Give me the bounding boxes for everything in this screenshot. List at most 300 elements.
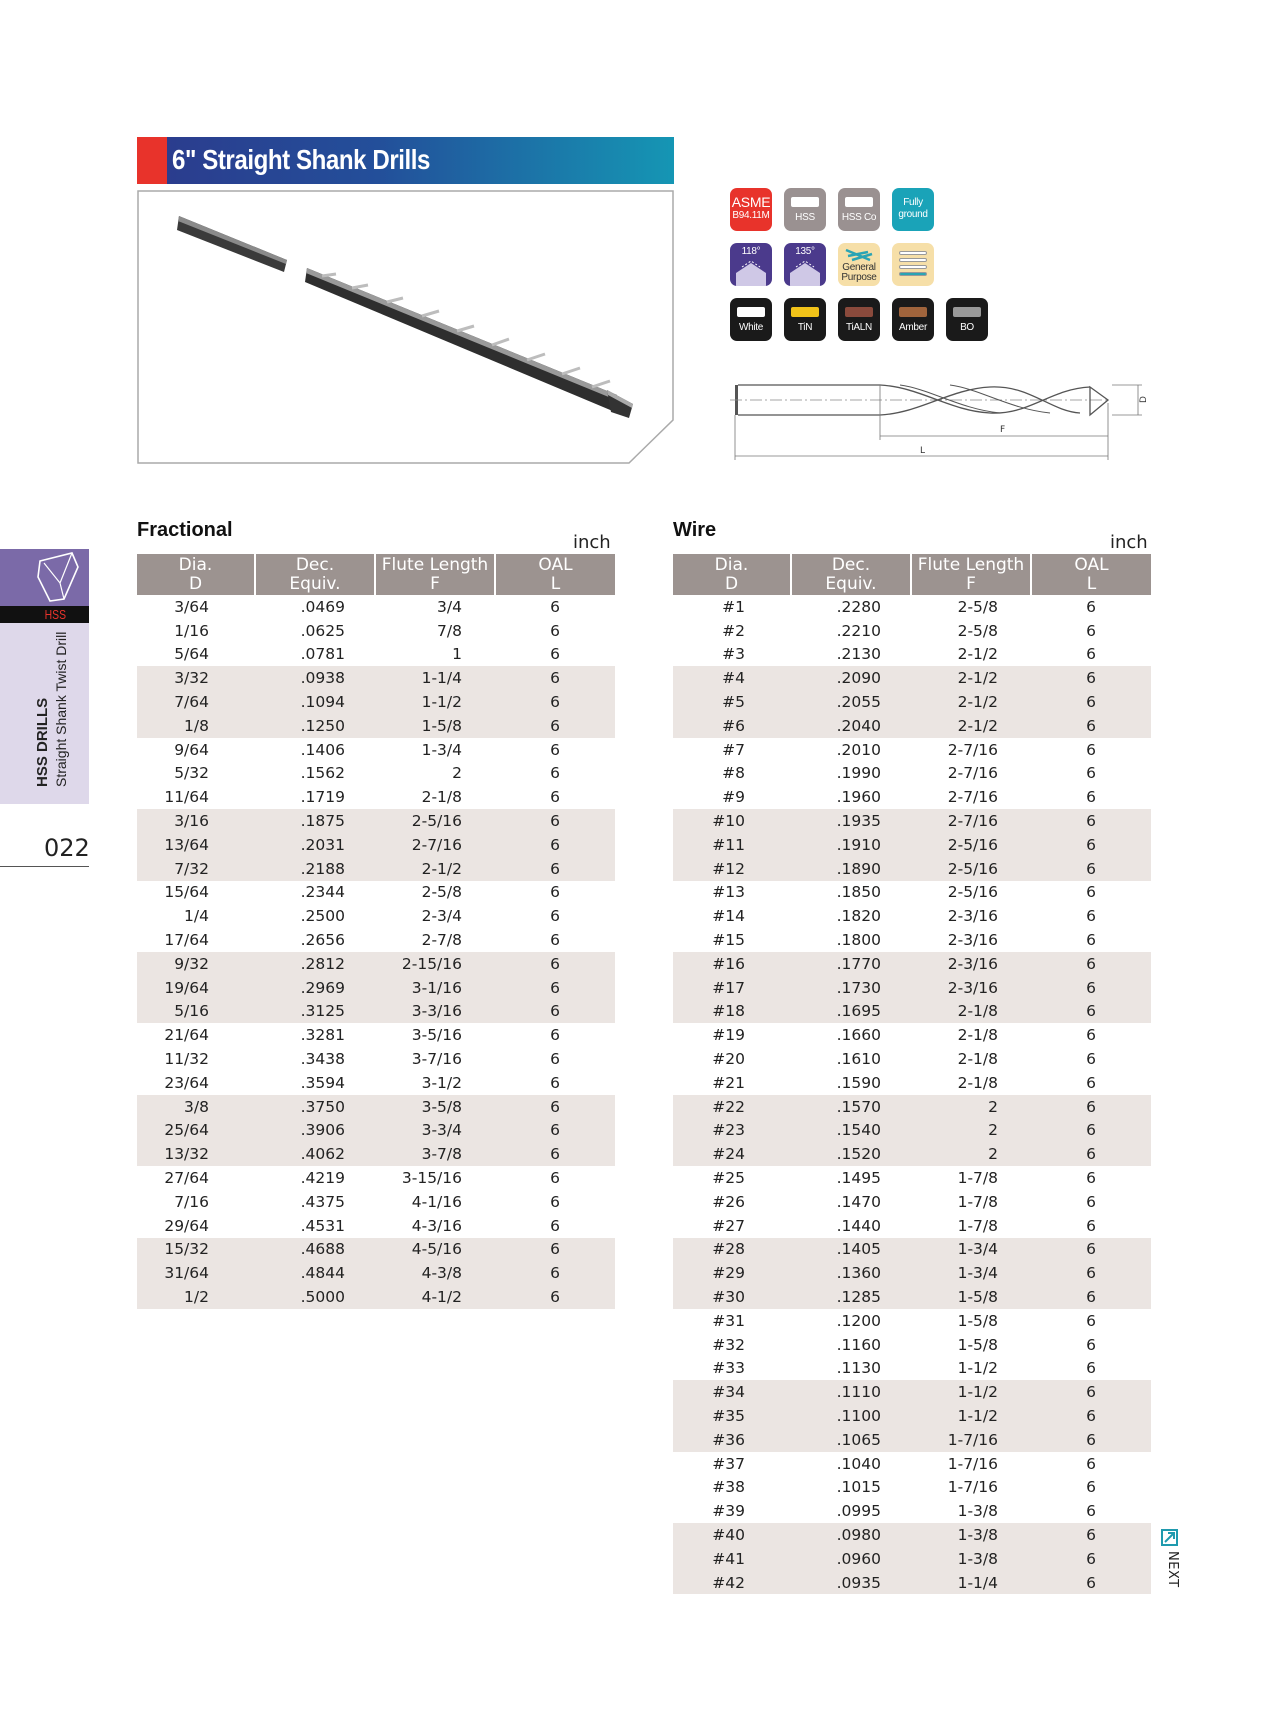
wire-row bbox=[673, 1047, 1151, 1071]
header-dec: Dec. Equiv. bbox=[255, 554, 375, 595]
badge-general-purpose-bottom-label: Purpose bbox=[841, 272, 877, 283]
badge-hss-co-bottom-label: HSS Co bbox=[841, 212, 877, 223]
oal-cell: 6 bbox=[1086, 1502, 1096, 1521]
dec-cell: .1960 bbox=[836, 788, 881, 807]
oal-cell: 6 bbox=[1086, 1026, 1096, 1045]
oal-cell: 6 bbox=[1031, 952, 1151, 976]
dia-cell: 5/64 bbox=[174, 645, 209, 664]
badge-angle-118 bbox=[730, 243, 772, 286]
oal-cell: 6 bbox=[1031, 1095, 1151, 1119]
flute-cell: 3-15/16 bbox=[401, 1169, 462, 1188]
header-dia: Dia. D bbox=[673, 554, 791, 595]
fractional-row bbox=[137, 666, 615, 690]
badge-asme-top-label: ASME bbox=[731, 194, 771, 210]
dia-cell: 29/64 bbox=[164, 1216, 209, 1235]
fractional-row bbox=[137, 833, 615, 857]
dec-cell: .1495 bbox=[836, 1169, 881, 1188]
dia-cell: #38 bbox=[712, 1478, 745, 1497]
dia-cell: #20 bbox=[712, 1050, 745, 1069]
wire-row bbox=[673, 1214, 1151, 1238]
flute-cell: 2-5/8 bbox=[421, 883, 462, 902]
dec-cell: .2280 bbox=[836, 597, 881, 616]
next-label: NEXT bbox=[1165, 1551, 1180, 1588]
badge-tin bbox=[784, 298, 826, 341]
dia-cell: #17 bbox=[673, 976, 791, 1000]
wire-row bbox=[673, 1452, 1151, 1476]
dec-cell: .1440 bbox=[836, 1216, 881, 1235]
fractional-row bbox=[137, 1119, 615, 1143]
dia-cell: 1/2 bbox=[137, 1285, 255, 1309]
oal-cell: 6 bbox=[1086, 1335, 1096, 1354]
oal-cell: 6 bbox=[1086, 597, 1096, 616]
badge-amber bbox=[892, 298, 934, 341]
fractional-row bbox=[137, 690, 615, 714]
flute-cell: 2-3/16 bbox=[947, 907, 998, 926]
flute-cell: 1-5/8 bbox=[911, 1285, 1031, 1309]
dec-cell: .1875 bbox=[255, 809, 375, 833]
oal-cell: 6 bbox=[495, 1119, 615, 1143]
fractional-row bbox=[137, 1166, 615, 1190]
badge-materials bbox=[892, 243, 934, 286]
flute-cell: 4-3/16 bbox=[411, 1216, 462, 1235]
flute-cell: 2 bbox=[911, 1119, 1031, 1143]
dec-cell: .3438 bbox=[300, 1050, 345, 1069]
dec-cell: .1590 bbox=[836, 1073, 881, 1092]
oal-cell: 6 bbox=[550, 621, 560, 640]
flute-cell: 4-3/8 bbox=[375, 1261, 495, 1285]
fractional-row bbox=[137, 1285, 615, 1309]
dec-cell: .1695 bbox=[791, 1000, 911, 1024]
oal-cell: 6 bbox=[1086, 1216, 1096, 1235]
dia-cell: #41 bbox=[673, 1547, 791, 1571]
dia-cell: 7/32 bbox=[137, 857, 255, 881]
oal-cell: 6 bbox=[1086, 645, 1096, 664]
dec-cell: .2055 bbox=[791, 690, 911, 714]
next-link[interactable] bbox=[1161, 1529, 1179, 1591]
flute-cell: 1-7/8 bbox=[957, 1169, 998, 1188]
dimension-label-f: F bbox=[1000, 425, 1006, 435]
flute-cell: 4-5/16 bbox=[375, 1238, 495, 1262]
flute-cell: 1-1/2 bbox=[957, 1359, 998, 1378]
flute-cell: 2-3/16 bbox=[911, 976, 1031, 1000]
oal-cell: 6 bbox=[1031, 809, 1151, 833]
dec-cell: .4531 bbox=[300, 1216, 345, 1235]
oal-cell: 6 bbox=[1086, 883, 1096, 902]
oal-cell: 6 bbox=[550, 883, 560, 902]
dec-cell: .4062 bbox=[255, 1142, 375, 1166]
oal-cell: 6 bbox=[495, 952, 615, 976]
wire-row bbox=[673, 1499, 1151, 1523]
oal-cell: 6 bbox=[1086, 621, 1096, 640]
flute-cell: 1-3/8 bbox=[957, 1502, 998, 1521]
badge-fully-ground-top-label: Fully bbox=[903, 197, 923, 208]
flute-cell: 1-5/8 bbox=[957, 1335, 998, 1354]
oal-cell: 6 bbox=[550, 1192, 560, 1211]
oal-cell: 6 bbox=[495, 1142, 615, 1166]
flute-cell: 2-3/16 bbox=[947, 931, 998, 950]
wire-row bbox=[673, 1119, 1151, 1143]
flute-cell: 3-7/8 bbox=[375, 1142, 495, 1166]
wire-row bbox=[673, 1000, 1151, 1024]
flute-cell: 3-1/2 bbox=[421, 1073, 462, 1092]
flute-cell: 3-5/16 bbox=[411, 1026, 462, 1045]
flute-cell: 2-5/8 bbox=[957, 621, 998, 640]
fractional-row bbox=[137, 1023, 615, 1047]
dec-cell: .3906 bbox=[255, 1119, 375, 1143]
dec-cell: .1719 bbox=[300, 788, 345, 807]
dia-cell: #35 bbox=[673, 1404, 791, 1428]
wire-row bbox=[673, 1380, 1151, 1404]
oal-cell: 6 bbox=[1031, 666, 1151, 690]
oal-cell: 6 bbox=[550, 764, 560, 783]
dia-cell: 15/64 bbox=[164, 883, 209, 902]
dia-cell: #5 bbox=[673, 690, 791, 714]
dia-cell: #4 bbox=[673, 666, 791, 690]
dia-cell: 9/32 bbox=[137, 952, 255, 976]
dec-cell: .0935 bbox=[791, 1571, 911, 1595]
dec-cell: .0995 bbox=[836, 1502, 881, 1521]
flute-cell: 1-1/4 bbox=[911, 1571, 1031, 1595]
dec-cell: .1100 bbox=[791, 1404, 911, 1428]
dec-cell: .4219 bbox=[300, 1169, 345, 1188]
dia-cell: 11/64 bbox=[164, 788, 209, 807]
dia-cell: #29 bbox=[673, 1261, 791, 1285]
header-dec: Dec. Equiv. bbox=[791, 554, 911, 595]
dec-cell: .1890 bbox=[791, 857, 911, 881]
header-flute: Flute Length F bbox=[911, 554, 1031, 595]
oal-cell: 6 bbox=[1086, 1073, 1096, 1092]
oal-cell: 6 bbox=[550, 597, 560, 616]
dia-cell: #37 bbox=[712, 1454, 745, 1473]
oal-cell: 6 bbox=[550, 1073, 560, 1092]
dec-cell: .1660 bbox=[836, 1026, 881, 1045]
flute-cell: 2-5/16 bbox=[375, 809, 495, 833]
flute-cell: 1-5/8 bbox=[957, 1311, 998, 1330]
oal-cell: 6 bbox=[1086, 764, 1096, 783]
wire-header-row bbox=[673, 554, 1151, 595]
badge-strip bbox=[845, 307, 873, 317]
wire-row bbox=[673, 762, 1151, 786]
wire-row bbox=[673, 1571, 1151, 1595]
flute-cell: 2-5/8 bbox=[957, 597, 998, 616]
dia-cell: #2 bbox=[722, 621, 745, 640]
oal-cell: 6 bbox=[495, 666, 615, 690]
header-oal: OAL L bbox=[495, 554, 615, 595]
badge-angle-118-top-label: 118° bbox=[741, 246, 761, 257]
badge-strip bbox=[899, 272, 927, 276]
oal-cell: 6 bbox=[1086, 1050, 1096, 1069]
side-tab-subtitle: Straight Shank Twist Drill bbox=[53, 631, 69, 787]
dia-cell: #3 bbox=[722, 645, 745, 664]
dec-cell: .1935 bbox=[791, 809, 911, 833]
fractional-row bbox=[137, 1214, 615, 1238]
fractional-row bbox=[137, 1190, 615, 1214]
flute-cell: 3-5/8 bbox=[375, 1095, 495, 1119]
header-flute: Flute Length F bbox=[375, 554, 495, 595]
oal-cell: 6 bbox=[550, 1216, 560, 1235]
fractional-header-row bbox=[137, 554, 615, 595]
dia-cell: 11/32 bbox=[164, 1050, 209, 1069]
fractional-row bbox=[137, 1095, 615, 1119]
wire-row bbox=[673, 1166, 1151, 1190]
flute-cell: 2-5/16 bbox=[911, 833, 1031, 857]
badge-strip bbox=[791, 307, 819, 317]
dia-cell: #9 bbox=[722, 788, 745, 807]
dia-cell: 7/64 bbox=[137, 690, 255, 714]
dia-cell: #42 bbox=[673, 1571, 791, 1595]
badge-white bbox=[730, 298, 772, 341]
flute-cell: 2-7/16 bbox=[947, 764, 998, 783]
oal-cell: 6 bbox=[495, 1285, 615, 1309]
fractional-row bbox=[137, 1047, 615, 1071]
flute-cell: 2-3/4 bbox=[421, 907, 462, 926]
dia-cell: 23/64 bbox=[164, 1073, 209, 1092]
flute-cell: 3/4 bbox=[437, 597, 462, 616]
dec-cell: .2090 bbox=[791, 666, 911, 690]
dia-cell: 25/64 bbox=[137, 1119, 255, 1143]
dec-cell: .1610 bbox=[836, 1050, 881, 1069]
oal-cell: 6 bbox=[1031, 1404, 1151, 1428]
dia-cell: 3/32 bbox=[137, 666, 255, 690]
dec-cell: .2130 bbox=[836, 645, 881, 664]
flute-cell: 2-7/8 bbox=[421, 931, 462, 950]
dec-cell: .2010 bbox=[836, 740, 881, 759]
oal-cell: 6 bbox=[495, 1095, 615, 1119]
dec-cell: .1405 bbox=[791, 1238, 911, 1262]
dia-cell: 13/32 bbox=[137, 1142, 255, 1166]
dia-cell: #22 bbox=[673, 1095, 791, 1119]
dia-cell: 9/64 bbox=[174, 740, 209, 759]
oal-cell: 6 bbox=[1031, 1285, 1151, 1309]
flute-cell: 2-7/16 bbox=[375, 833, 495, 857]
wire-row bbox=[673, 976, 1151, 1000]
fractional-row bbox=[137, 904, 615, 928]
dec-cell: .0469 bbox=[300, 597, 345, 616]
dia-cell: #7 bbox=[722, 740, 745, 759]
wire-row bbox=[673, 904, 1151, 928]
dec-cell: .1570 bbox=[791, 1095, 911, 1119]
flute-cell: 1-3/4 bbox=[911, 1238, 1031, 1262]
wire-row bbox=[673, 1309, 1151, 1333]
next-arrow-icon bbox=[1161, 1529, 1178, 1546]
dec-cell: .1520 bbox=[791, 1142, 911, 1166]
oal-cell: 6 bbox=[1031, 1428, 1151, 1452]
flute-cell: 1-1/2 bbox=[911, 1404, 1031, 1428]
side-tab-hss-strip bbox=[0, 606, 89, 623]
dec-cell: .2344 bbox=[300, 883, 345, 902]
dec-cell: .2500 bbox=[300, 907, 345, 926]
dec-cell: .4844 bbox=[255, 1261, 375, 1285]
flute-cell: 2-5/16 bbox=[911, 857, 1031, 881]
wire-row bbox=[673, 714, 1151, 738]
oal-cell: 6 bbox=[495, 976, 615, 1000]
wire-row bbox=[673, 666, 1151, 690]
dia-cell: #40 bbox=[673, 1523, 791, 1547]
oal-cell: 6 bbox=[1031, 1380, 1151, 1404]
dec-cell: .3281 bbox=[300, 1026, 345, 1045]
flute-cell: 1-1/2 bbox=[911, 1380, 1031, 1404]
dia-cell: #26 bbox=[712, 1192, 745, 1211]
dia-cell: #10 bbox=[673, 809, 791, 833]
oal-cell: 6 bbox=[495, 857, 615, 881]
dimension-label-l: L bbox=[920, 446, 926, 456]
dia-cell: #36 bbox=[673, 1428, 791, 1452]
wire-table bbox=[673, 554, 1151, 1594]
oal-cell: 6 bbox=[550, 1026, 560, 1045]
fractional-row bbox=[137, 976, 615, 1000]
dec-cell: .1250 bbox=[255, 714, 375, 738]
oal-cell: 6 bbox=[495, 1000, 615, 1024]
wire-unit: inch bbox=[1110, 532, 1148, 553]
badge-bo bbox=[946, 298, 988, 341]
flute-cell: 2-1/8 bbox=[421, 788, 462, 807]
oal-cell: 6 bbox=[495, 714, 615, 738]
dec-cell: .2969 bbox=[255, 976, 375, 1000]
dec-cell: .1730 bbox=[791, 976, 911, 1000]
flute-cell: 2-1/2 bbox=[375, 857, 495, 881]
dec-cell: .1820 bbox=[836, 907, 881, 926]
oal-cell: 6 bbox=[1086, 1478, 1096, 1497]
dia-cell: #6 bbox=[673, 714, 791, 738]
dia-cell: #28 bbox=[673, 1238, 791, 1262]
dia-cell: 1/4 bbox=[184, 907, 209, 926]
oal-cell: 6 bbox=[1086, 740, 1096, 759]
dia-cell: #16 bbox=[673, 952, 791, 976]
badge-hss-bottom-label: HSS bbox=[795, 212, 815, 223]
flute-cell: 1 bbox=[452, 645, 462, 664]
oal-cell: 6 bbox=[1031, 1571, 1151, 1595]
oal-cell: 6 bbox=[495, 1261, 615, 1285]
dec-cell: .0781 bbox=[300, 645, 345, 664]
dia-cell: 5/32 bbox=[174, 764, 209, 783]
oal-cell: 6 bbox=[1031, 1119, 1151, 1143]
flute-cell: 1-3/4 bbox=[421, 740, 462, 759]
dec-cell: .1770 bbox=[791, 952, 911, 976]
wire-row bbox=[673, 1547, 1151, 1571]
fractional-row bbox=[137, 881, 615, 905]
flute-cell: 1-3/8 bbox=[911, 1547, 1031, 1571]
oal-cell: 6 bbox=[550, 931, 560, 950]
dimension-drawing bbox=[730, 375, 1150, 465]
dec-cell: .2031 bbox=[255, 833, 375, 857]
oal-cell: 6 bbox=[1086, 931, 1096, 950]
fractional-table bbox=[137, 554, 615, 1309]
wire-row bbox=[673, 619, 1151, 643]
dia-cell: #31 bbox=[712, 1311, 745, 1330]
wire-row bbox=[673, 928, 1151, 952]
flute-cell: 1-1/2 bbox=[375, 690, 495, 714]
badge-amber-bottom-label: Amber bbox=[899, 322, 927, 333]
badge-strip bbox=[791, 197, 819, 207]
flute-cell: 2-1/8 bbox=[957, 1050, 998, 1069]
flute-cell: 1-3/4 bbox=[911, 1261, 1031, 1285]
dia-cell: #34 bbox=[673, 1380, 791, 1404]
oal-cell: 6 bbox=[1031, 1142, 1151, 1166]
drill-photo bbox=[137, 190, 674, 464]
oal-cell: 6 bbox=[1031, 1238, 1151, 1262]
badge-hss-co bbox=[838, 188, 880, 231]
dia-cell: 19/64 bbox=[137, 976, 255, 1000]
drill-tip-icon bbox=[0, 549, 89, 606]
fractional-row bbox=[137, 1238, 615, 1262]
oal-cell: 6 bbox=[550, 1169, 560, 1188]
badge-hss bbox=[784, 188, 826, 231]
oal-cell: 6 bbox=[495, 833, 615, 857]
dec-cell: .5000 bbox=[255, 1285, 375, 1309]
oal-cell: 6 bbox=[495, 809, 615, 833]
badge-asme-bottom-label: B94.11M bbox=[732, 210, 770, 221]
dec-cell: .1990 bbox=[836, 764, 881, 783]
fractional-row bbox=[137, 809, 615, 833]
dec-cell: .1562 bbox=[300, 764, 345, 783]
dec-cell: .1540 bbox=[791, 1119, 911, 1143]
dia-cell: #18 bbox=[673, 1000, 791, 1024]
wire-row bbox=[673, 1428, 1151, 1452]
wire-row bbox=[673, 690, 1151, 714]
dec-cell: .0625 bbox=[300, 621, 345, 640]
oal-cell: 6 bbox=[550, 907, 560, 926]
flute-cell: 1-3/8 bbox=[911, 1523, 1031, 1547]
flute-cell: 2-7/16 bbox=[947, 788, 998, 807]
dec-cell: .0980 bbox=[791, 1523, 911, 1547]
fractional-row bbox=[137, 928, 615, 952]
dec-cell: .2210 bbox=[836, 621, 881, 640]
flute-cell: 2-7/16 bbox=[947, 740, 998, 759]
dia-cell: #15 bbox=[712, 931, 745, 950]
oal-cell: 6 bbox=[550, 740, 560, 759]
badge-fully-ground bbox=[892, 188, 934, 231]
dia-cell: #25 bbox=[712, 1169, 745, 1188]
dec-cell: .1800 bbox=[836, 931, 881, 950]
badge-tin-bottom-label: TiN bbox=[797, 322, 813, 333]
fractional-row bbox=[137, 1261, 615, 1285]
oal-cell: 6 bbox=[1031, 857, 1151, 881]
oal-cell: 6 bbox=[550, 788, 560, 807]
oal-cell: 6 bbox=[1086, 1454, 1096, 1473]
oal-cell: 6 bbox=[1031, 833, 1151, 857]
flute-cell: 1-1/4 bbox=[375, 666, 495, 690]
oal-cell: 6 bbox=[550, 645, 560, 664]
dia-cell: #30 bbox=[673, 1285, 791, 1309]
title-accent bbox=[137, 137, 167, 184]
header-dia: Dia. D bbox=[137, 554, 255, 595]
fractional-row bbox=[137, 1000, 615, 1024]
flute-cell: 1-7/16 bbox=[947, 1478, 998, 1497]
flute-cell: 1-7/8 bbox=[957, 1192, 998, 1211]
dec-cell: .1130 bbox=[836, 1359, 881, 1378]
dia-cell: #24 bbox=[673, 1142, 791, 1166]
dia-cell: 1/8 bbox=[137, 714, 255, 738]
badge-angle-135-top-label: 135° bbox=[795, 246, 815, 257]
wire-row bbox=[673, 1333, 1151, 1357]
flute-cell: 2-1/2 bbox=[911, 666, 1031, 690]
wire-row bbox=[673, 1190, 1151, 1214]
oal-cell: 6 bbox=[1031, 714, 1151, 738]
wire-row bbox=[673, 1095, 1151, 1119]
badge-general-purpose bbox=[838, 243, 880, 286]
flute-cell: 7/8 bbox=[437, 621, 462, 640]
dia-cell: 17/64 bbox=[164, 931, 209, 950]
oal-cell: 6 bbox=[550, 1050, 560, 1069]
flute-cell: 3-7/16 bbox=[411, 1050, 462, 1069]
fractional-unit: inch bbox=[573, 532, 611, 553]
flute-cell: 2-3/16 bbox=[911, 952, 1031, 976]
flute-cell: 3-1/16 bbox=[375, 976, 495, 1000]
dec-cell: .1110 bbox=[791, 1380, 911, 1404]
dia-cell: 31/64 bbox=[137, 1261, 255, 1285]
dia-cell: 27/64 bbox=[164, 1169, 209, 1188]
oal-cell: 6 bbox=[1086, 1311, 1096, 1330]
